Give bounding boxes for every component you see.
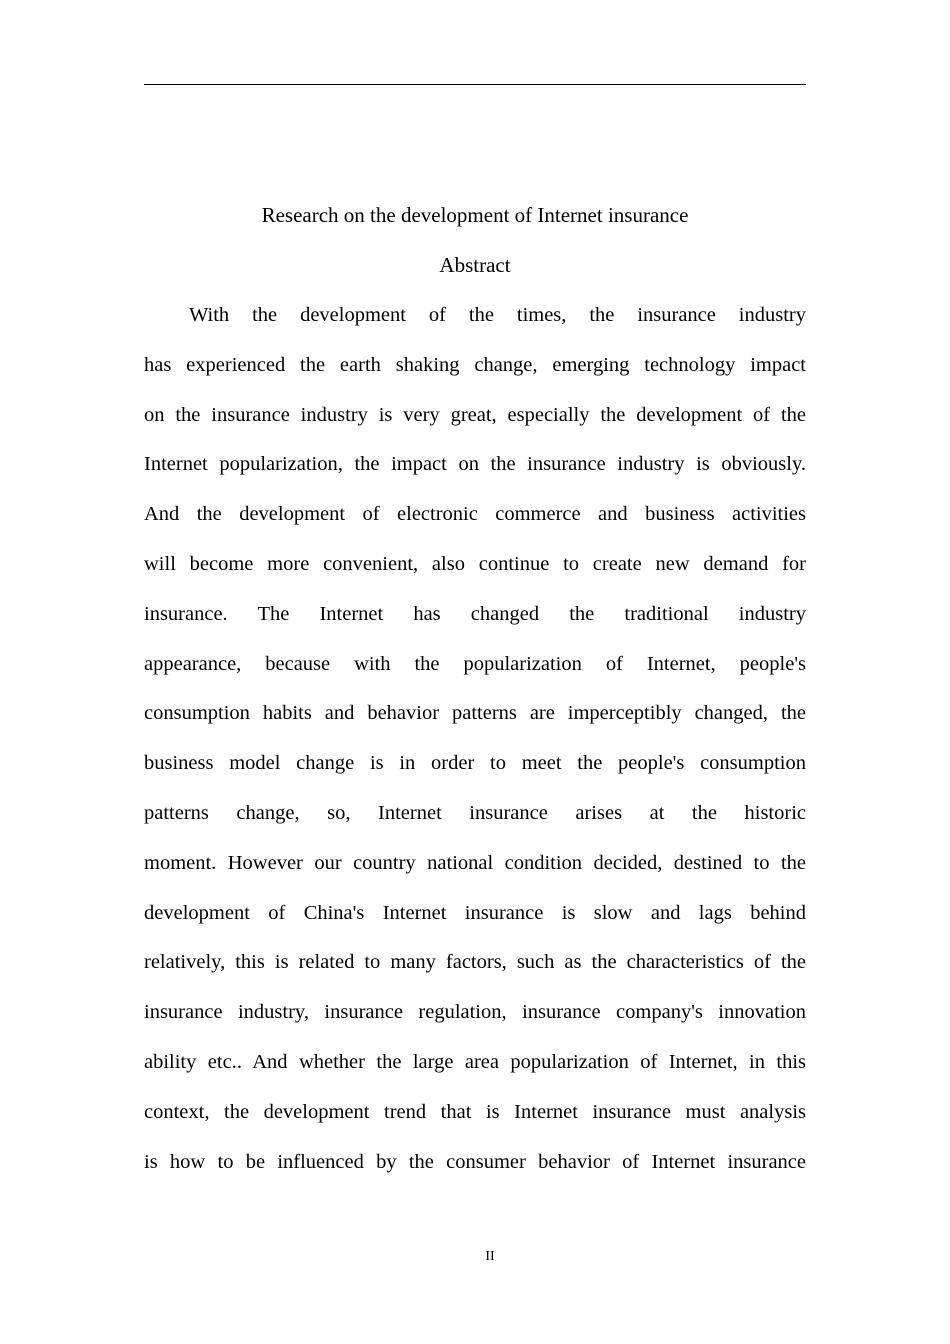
abstract-line: patterns change, so, Internet insurance arises at the historic — [144, 801, 806, 824]
abstract-line: will become more convenient, also continue to create new demand for — [144, 552, 806, 575]
page-number: II — [485, 1249, 495, 1264]
abstract-heading: Abstract — [439, 253, 511, 277]
abstract-line: insurance. The Internet has changed the traditional industry — [144, 602, 806, 625]
document-title: Research on the development of Internet insurance — [261, 203, 689, 227]
abstract-line: context, the development trend that is Internet insurance must analysis — [144, 1100, 806, 1123]
abstract-line: ability etc.. And whether the large area popularization of Internet, in this — [144, 1050, 806, 1073]
abstract-line: With the development of the times, the insurance industry — [189, 304, 806, 326]
abstract-line: has experienced the earth shaking change, emerging technology impact — [144, 353, 806, 376]
abstract-line: insurance industry, insurance regulation, insurance company's innovation — [144, 1001, 806, 1024]
abstract-line: moment. However our country national condition decided, destined to the — [144, 851, 806, 874]
header-rule — [144, 84, 806, 85]
abstract-line: appearance, because with the popularization of Internet, people's — [144, 652, 806, 675]
abstract-line: relatively, this is related to many factors, such as the characteristics of the — [144, 951, 806, 974]
abstract-line: Internet popularization, the impact on the insurance industry is obviously. — [144, 453, 806, 476]
abstract-line: on the insurance industry is very great, especially the development of the — [144, 403, 806, 426]
abstract-line: is how to be influenced by the consumer behavior of Internet insurance — [144, 1150, 806, 1173]
abstract-line: consumption habits and behavior patterns are imperceptibly changed, the — [144, 702, 806, 725]
abstract-line: And the development of electronic commerce and business activities — [144, 503, 806, 526]
abstract-line: business model change is in order to meet the people's consumption — [144, 752, 806, 775]
abstract-line: development of China's Internet insurance is slow and lags behind — [144, 901, 806, 924]
abstract-body — [144, 300, 806, 1196]
